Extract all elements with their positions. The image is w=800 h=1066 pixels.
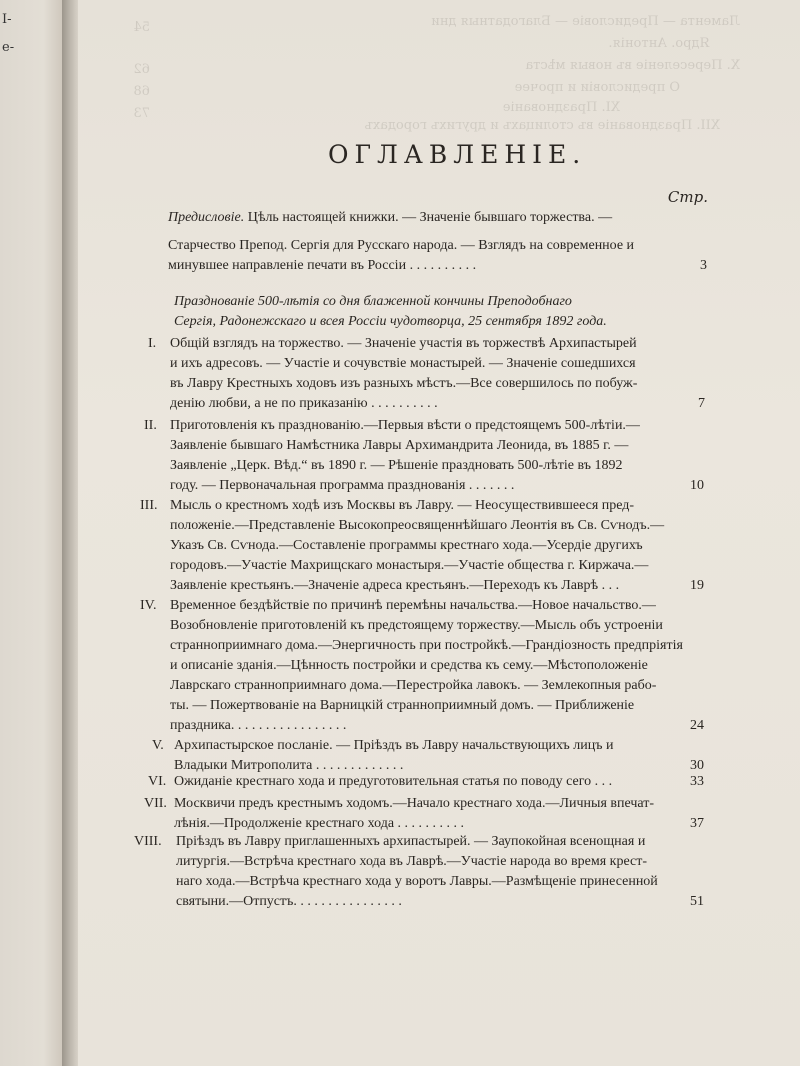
chapter-numeral: VI.	[148, 774, 167, 789]
toc-entry-line: Архипастырское посланіе. — Пріѣздъ въ Лавру начальствующихъ лицъ и	[174, 738, 614, 753]
toc-entry-line: Временное бездѣйствіе по причинѣ перемѣны начальства.—Новое начальство.—	[170, 598, 656, 613]
toc-entry-line: ты. — Пожертвованіе на Варницкій странноприимный домъ. — Приближеніе	[170, 698, 635, 713]
toc-entry-line: денію любви, а не по приказанію . . . . . . . . . .	[170, 396, 438, 411]
toc-entry-line: и ихъ адресовъ. — Участіе и сочувствіе монастырей. — Значеніе сошедшихся	[170, 356, 636, 371]
left-page-edge	[0, 0, 62, 1066]
preface-line	[168, 208, 612, 228]
toc-page-number: 30	[690, 758, 704, 773]
left-page-fragment: e-	[2, 40, 15, 55]
ghost-line: Ядро. Антонія.	[608, 36, 710, 51]
page-title: ОГЛАВЛЕНІЕ.	[328, 140, 587, 169]
chapter-numeral: I.	[148, 336, 157, 351]
toc-entry-line: Возобновленіе приготовленій къ предстоящему торжеству.—Мысль объ устроеніи	[170, 618, 663, 633]
chapter-numeral: IV.	[140, 598, 157, 613]
toc-page-number: 7	[698, 396, 705, 411]
chapter-numeral: VIII.	[134, 834, 162, 849]
toc-entry-line: году. — Первоначальная программа празднованія . . . . . . .	[170, 478, 515, 493]
ghost-number: 73	[133, 106, 150, 121]
toc-entry-line: Заявленіе крестьянъ.—Значеніе адреса крестьянъ.—Переходъ къ Лаврѣ . . .	[170, 578, 620, 593]
toc-page-number: 3	[700, 258, 707, 273]
toc-page-number: 24	[690, 718, 704, 733]
page-column-header: Стр.	[667, 188, 708, 206]
toc-entry-line: наго хода.—Встрѣча крестнаго хода у воротъ Лавры.—Размѣщеніе принесенной	[176, 874, 658, 889]
toc-entry-line: литургія.—Встрѣча крестнаго хода въ Лаврѣ.—Участіе народа во время крест-	[176, 854, 648, 869]
toc-entry-line: положеніе.—Представленіе Высокопреосвященнѣйшаго Леонтія въ Св. Сѵнодъ.—	[170, 518, 665, 533]
chapter-numeral: V.	[152, 738, 164, 753]
toc-entry-line: святыни.—Отпустъ. . . . . . . . . . . . . . . .	[176, 894, 402, 909]
bleed-through-text	[78, 0, 800, 140]
toc-entry-line: странноприимнаго дома.—Энергичность при постройкѣ.—Грандіозность предпріятія	[170, 638, 683, 653]
toc-entry-line: въ Лавру Крестныхъ ходовъ изъ разныхъ мѣстъ.—Все совершилось по побуж-	[170, 376, 638, 391]
toc-entry-line: Москвичи предъ крестнымъ ходомъ.—Начало крестнаго хода.—Личныя впечат-	[174, 796, 655, 811]
toc-entry-line: Пріѣздъ въ Лавру приглашенныхъ архипастырей. — Заупокойная всенощная и	[176, 834, 646, 849]
ghost-number: 62	[133, 62, 150, 77]
chapter-numeral: VII.	[144, 796, 167, 811]
toc-entry-line: городовъ.—Участіе Махрищскаго монастыря.—Участіе общества г. Киржача.—	[170, 558, 649, 573]
preface-line: Старчество Препод. Сергія для Русскаго народа. — Взглядъ на современное и	[168, 238, 635, 253]
toc-entry-line: Лаврскаго странноприимнаго дома.—Перестройка лавокъ. — Землекопныя рабо-	[170, 678, 657, 693]
toc-entry-line: Заявленіе „Церк. Вѣд.“ въ 1890 г. — Рѣшеніе праздновать 500-лѣтіе въ 1892	[170, 458, 623, 473]
toc-entry-line: и описаніе зданія.—Цѣнность постройки и средства къ сему.—Мѣстоположеніе	[170, 658, 648, 673]
section-heading-line: Сергія, Радонежскаго и всея Россіи чудотворца, 25 сентября 1892 года.	[174, 314, 607, 329]
chapter-numeral: III.	[140, 498, 158, 513]
toc-page-number: 33	[690, 774, 704, 789]
section-heading-line: Празднованіе 500-лѣтія со дня блаженной кончины Преподобнаго	[174, 294, 572, 309]
left-page-fragment: I-	[2, 12, 12, 27]
chapter-numeral: II.	[144, 418, 157, 433]
ghost-line: Ламента — Предисловіе — Благодатныя дни	[431, 14, 740, 29]
toc-entry-line: Мысль о крестномъ ходѣ изъ Москвы въ Лавру. — Неосуществившееся пред-	[170, 498, 635, 513]
ghost-number: 68	[133, 84, 150, 99]
toc-entry-line: лѣнія.—Продолженіе крестнаго хода . . . . . . . . . .	[174, 816, 465, 831]
preface-label: Предисловіе.	[168, 210, 245, 225]
ghost-line: О предисловіи и прочее	[514, 80, 680, 95]
toc-page-number: 37	[690, 816, 704, 831]
toc-page-number: 19	[690, 578, 704, 593]
toc-entry-line: Ожиданіе крестнаго хода и предуготовительная статья по поводу сего . . .	[174, 774, 613, 789]
toc-entry-line: Общій взглядъ на торжество. — Значеніе участія въ торжествѣ Архипастырей	[170, 336, 637, 351]
toc-entry-line: Приготовленія къ празднованію.—Первыя вѣсти о предстоящемъ 500-лѣтіи.—	[170, 418, 640, 433]
preface-rest: Цѣль настоящей книжки. — Значеніе бывшаго торжества. —	[244, 210, 613, 225]
book-gutter	[62, 0, 78, 1066]
toc-entry-line: Заявленіе бывшаго Намѣстника Лавры Архимандрита Леонида, въ 1885 г. —	[170, 438, 629, 453]
preface-line: минувшее направленіе печати въ Россіи . . . . . . . . . .	[168, 258, 477, 273]
ghost-line: XII. Празднованіе въ столицахъ и другихъ городахъ	[364, 118, 720, 133]
ghost-line: Х. Переселеніе въ новыя мѣста	[525, 58, 740, 73]
toc-entry-line: Указъ Св. Сѵнода.—Составленіе программы крестнаго хода.—Усердіе другихъ	[170, 538, 643, 553]
right-page	[78, 0, 800, 1066]
toc-page-number: 10	[690, 478, 704, 493]
ghost-line: XI. Празднованіе	[502, 100, 620, 115]
ghost-number: 54	[133, 20, 150, 35]
toc-page-number: 51	[690, 894, 704, 909]
toc-entry-line: Владыки Митрополита . . . . . . . . . . . . .	[174, 758, 404, 773]
toc-entry-line: праздника. . . . . . . . . . . . . . . . .	[170, 718, 347, 733]
